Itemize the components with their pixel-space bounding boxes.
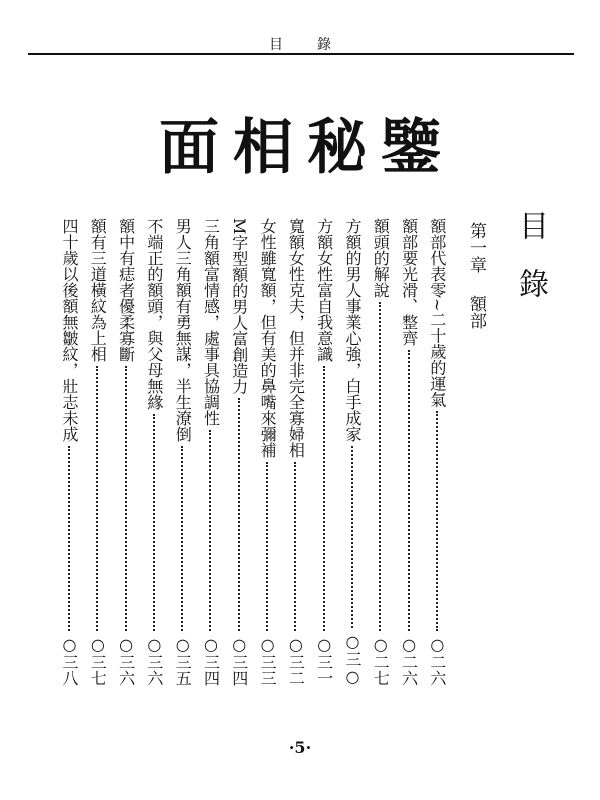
toc-entry[interactable] (400, 218, 418, 686)
toc-entry[interactable] (145, 218, 163, 686)
toc-entry-page: ○三四 (201, 635, 221, 686)
toc-entry-page: ○三三 (258, 635, 278, 686)
toc-entry-page: ○三六 (144, 635, 164, 686)
toc-entry-title: 寬額女性克夫，但并非完全寡婦相 (286, 218, 306, 458)
dot-leader (125, 366, 127, 631)
dot-leader (351, 446, 353, 628)
toc-entry-page: ○三七 (88, 635, 108, 686)
dot-leader (266, 462, 268, 631)
toc-entry-title: 額部要光滑、整齊 (399, 218, 419, 346)
dot-leader (323, 366, 325, 631)
toc-entry-title: 方額的男人事業心強，白手成家 (342, 218, 362, 442)
toc-entry-page: ○三二 (286, 635, 306, 686)
toc-entry[interactable] (371, 218, 389, 686)
toc-entry-title: 方額女性富自我意識 (314, 218, 334, 362)
toc-entry[interactable] (428, 218, 446, 686)
dot-leader (96, 366, 98, 631)
toc-entry[interactable] (230, 218, 248, 686)
toc-entry-title: M字型額的男人富創造力 (229, 218, 249, 395)
dot-leader (408, 350, 410, 631)
toc-entry-list (60, 218, 446, 686)
toc-entry-title: 男人三角額有勇無謀，半生潦倒 (173, 218, 193, 442)
dot-leader (436, 411, 438, 631)
toc-entry-page: ○三○ (342, 632, 362, 686)
toc-entry[interactable] (60, 218, 78, 686)
dot-leader (153, 414, 155, 631)
book-title: 面相秘鑒 (159, 113, 455, 183)
toc-entry-page: ○三一 (314, 635, 334, 686)
dot-leader (181, 446, 183, 631)
toc-entry[interactable] (258, 218, 276, 686)
toc-entry-title: 額部代表零∼二十歲的運氣 (427, 218, 447, 408)
toc-entry-page: ○三八 (60, 635, 79, 686)
toc-entry-title: 額頭的解說 (371, 218, 391, 298)
dot-leader (294, 462, 296, 631)
toc-entry-title: 四十歲以後額無皺紋，壯志未成 (60, 218, 79, 442)
toc-entry[interactable] (315, 218, 333, 686)
toc-entry-page: ○三六 (116, 635, 136, 686)
toc-entry-page: ○二七 (371, 635, 391, 686)
toc-entry-title: 女性雖寬額，但有美的鼻嘴來彌補 (258, 218, 278, 458)
chapter-number: 第一章 (466, 222, 486, 273)
chapter-name: 額部 (466, 295, 486, 329)
toc-entry-title: 不端正的額頭，與父母無緣 (144, 218, 164, 410)
toc-entry[interactable] (286, 218, 304, 686)
chapter-heading (467, 222, 484, 329)
toc-entry[interactable] (88, 218, 106, 686)
toc-heading: 目錄 (513, 210, 548, 326)
toc-entry[interactable] (343, 218, 361, 686)
dot-leader (238, 398, 240, 631)
toc-entry-title: 額中有痣者優柔寡斷 (116, 218, 136, 362)
toc-entry-page: ○三五 (173, 635, 193, 686)
toc-entry-title: 額有三道橫紋為上相 (88, 218, 108, 362)
toc-entry[interactable] (117, 218, 135, 686)
toc-entry-page: ○二六 (427, 635, 447, 686)
toc-entry-page: ○三四 (229, 635, 249, 686)
toc-entry-title: 三角額富情感，處事具協調性 (201, 218, 221, 426)
toc-entry[interactable] (201, 218, 219, 686)
dot-leader (68, 446, 70, 631)
running-header: 目錄 (269, 37, 365, 53)
dot-leader (379, 302, 381, 631)
dot-leader (209, 430, 211, 631)
page-number: ·5· (288, 738, 312, 757)
toc-entry-page: ○二六 (399, 635, 419, 686)
header-divider (28, 53, 574, 55)
toc-entry[interactable] (173, 218, 191, 686)
